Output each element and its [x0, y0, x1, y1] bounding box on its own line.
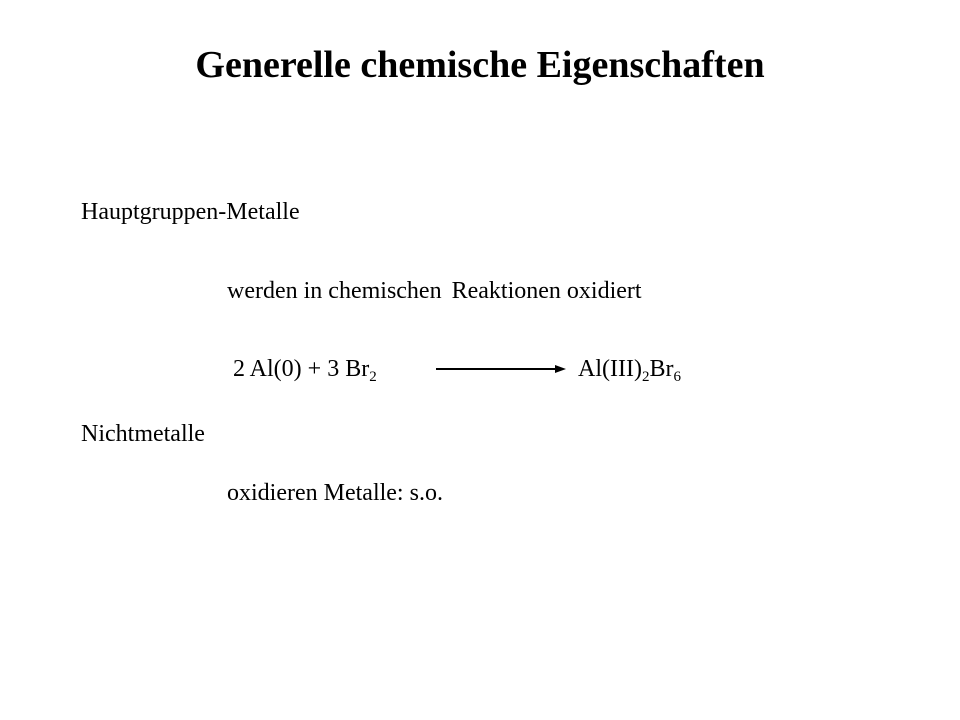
oxidation-statement-part-1: werden in chemischen	[227, 278, 442, 304]
oxidation-statement	[227, 276, 642, 306]
bromide-subscript: 6	[673, 369, 681, 385]
products-text-2: Br	[649, 356, 674, 382]
section-heading-nichtmetalle: Nichtmetalle	[81, 421, 205, 447]
page-title: Generelle chemische Eigenschaften	[195, 44, 765, 86]
right-arrow-icon	[436, 362, 566, 376]
aluminium-subscript: 2	[641, 369, 650, 385]
bromine-subscript: 2	[369, 369, 377, 385]
nonmetal-statement: oxidieren Metalle: s.o.	[227, 480, 443, 506]
equation-products	[578, 354, 681, 384]
section-heading-hauptgruppen-metalle: Hauptgruppen-Metalle	[81, 199, 300, 225]
products-text-1: Al(III)	[578, 356, 642, 382]
reactants-text: 2 Al(0) + 3 Br	[233, 356, 370, 382]
equation-reactants	[233, 354, 377, 384]
oxidation-statement-part-2: Reaktionen oxidiert	[451, 278, 642, 304]
